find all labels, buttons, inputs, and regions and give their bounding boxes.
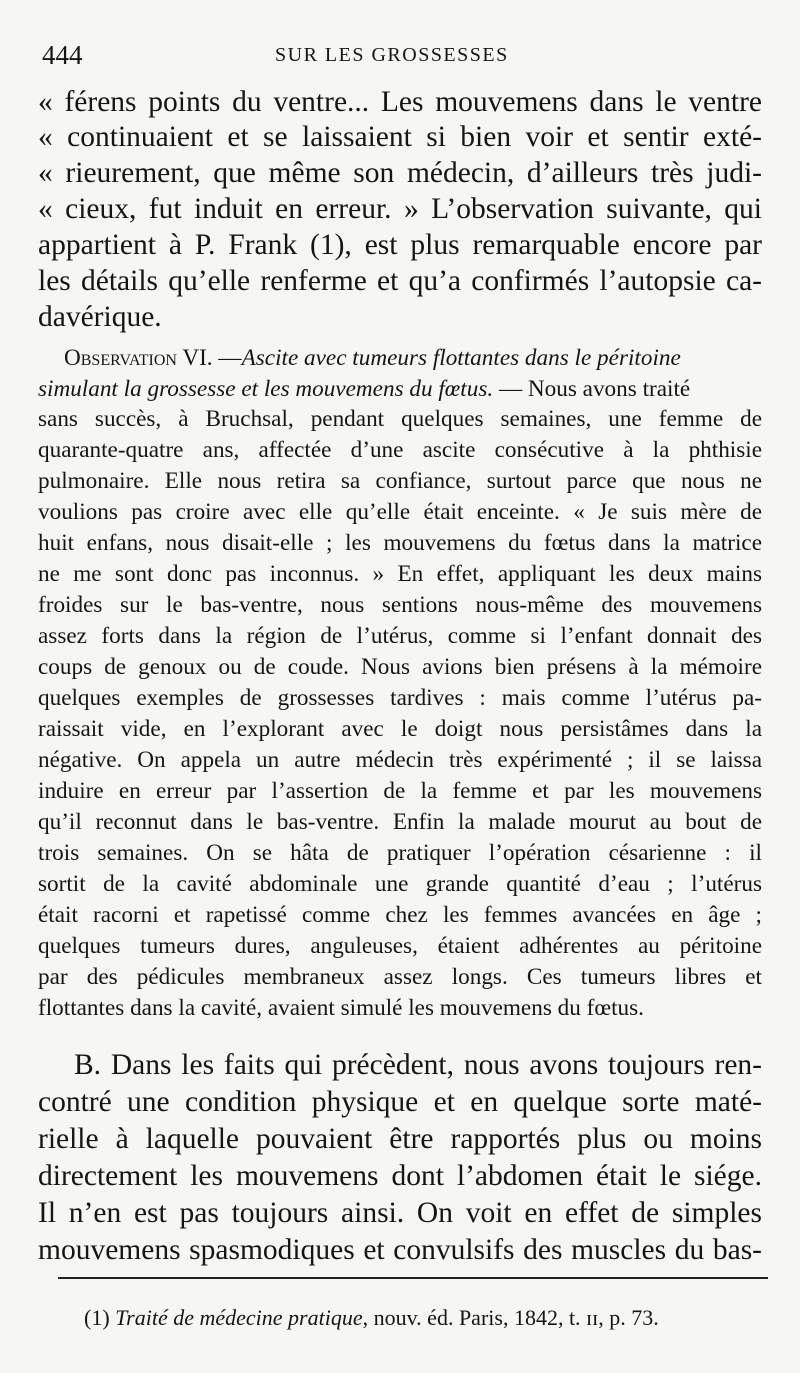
observation-title-continuation: simulant la grossesse et les mouvemens du fœtus. [38, 376, 494, 402]
section-b-line: contré une condition physique et en quelque sorte maté- [38, 1086, 762, 1118]
observation-label: Observation VI. [64, 345, 213, 371]
observation-dash: — [212, 345, 242, 371]
footnote [84, 1304, 764, 1332]
footnote-title: Traité de médecine pratique [109, 1305, 363, 1330]
section-b-line: Il n’en est pas toujours ainsi. On voit en effet de simples [38, 1197, 762, 1229]
observation-line: induire en erreur par l’assertion de la femme et par les mouvemens [38, 778, 762, 804]
section-b-line: rielle à laquelle pouvaient être rapportés plus ou moins [38, 1123, 762, 1155]
observation-text-start: — Nous avons traité [493, 376, 691, 402]
page-header [0, 36, 800, 76]
section-b-line: B. Dans les faits qui précèdent, nous avons toujours ren- [74, 1049, 762, 1081]
observation-line: qu’il reconnut dans le bas-ventre. Enfin la malade mourut au bout de [38, 809, 762, 835]
observation-line: trois semaines. On se hâta de pratiquer l’opération césarienne : il [38, 840, 762, 866]
section-b-line: directement les mouvemens dont l’abdomen était le siége. [38, 1160, 762, 1192]
observation-line: flottantes dans la cavité, avaient simulé les mouvemens du fœtus. [38, 995, 644, 1021]
observation-title-line [64, 343, 764, 374]
observation-line: était racorni et rapetissé comme chez les femmes avancées en âge ; [38, 902, 762, 928]
intro-line: « cieux, fut induit en erreur. » L’observation suivante, qui [38, 193, 762, 225]
observation-line: raissait vide, en l’explorant avec le doigt nous persistâmes dans la [38, 716, 762, 742]
intro-line: appartient à P. Frank (1), est plus remarquable encore par [38, 229, 762, 261]
observation-line: coups de genoux ou de coude. Nous avions bien présens à la mémoire [38, 654, 762, 680]
observation-line: quelques tumeurs dures, anguleuses, étaient adhérentes au péritoine [38, 933, 762, 959]
observation-line: négative. On appela un autre médecin très expérimenté ; il se laissa [38, 747, 762, 773]
observation-line: quelques exemples de grossesses tardives : mais comme l’utérus pa- [38, 685, 762, 711]
observation-line: assez forts dans la région de l’utérus, comme si l’enfant donnait des [38, 623, 762, 649]
intro-line: davérique. [38, 301, 162, 333]
page-number: 444 [42, 40, 83, 70]
intro-line: « rieurement, que même son médecin, d’ailleurs très judi- [38, 157, 762, 189]
running-title: SUR LES GROSSESSES [275, 44, 509, 66]
observation-line: sortit de la cavité abdominale une grande quantité d’eau ; l’utérus [38, 871, 762, 897]
footnote-divider [58, 1277, 768, 1279]
observation-line: sans succès, à Bruchsal, pendant quelques semaines, une femme de [38, 406, 762, 432]
observation-title-line-2 [38, 374, 762, 405]
intro-line: les détails qu’elle renferme et qu’a confirmés l’autopsie ca- [38, 265, 762, 297]
observation-line: voulions pas croire avec elle qu’elle était enceinte. « Je suis mère de [38, 499, 762, 525]
observation-line: quarante-quatre ans, affectée d’une ascite consécutive à la phthisie [38, 437, 762, 463]
observation-line: huit enfans, nous disait-elle ; les mouvemens du fœtus dans la matrice [38, 530, 762, 556]
observation-line: pulmonaire. Elle nous retira sa confiance, surtout parce que nous ne [38, 468, 762, 494]
section-b-line: mouvemens spasmodiques et convulsifs des muscles du bas- [38, 1234, 762, 1266]
observation-line: ne me sont donc pas inconnus. » En effet, appliquant les deux mains [38, 561, 762, 587]
footnote-citation: , nouv. éd. Paris, 1842, t. ɪɪ, p. 73. [362, 1305, 659, 1330]
intro-line: « continuaient et se laissaient si bien voir et sentir exté- [38, 121, 762, 153]
footnote-marker: (1) [84, 1305, 110, 1330]
observation-title: Ascite avec tumeurs flottantes dans le péritoine [241, 345, 681, 371]
observation-line: par des pédicules membraneux assez longs. Ces tumeurs libres et [38, 964, 762, 990]
intro-line: « férens points du ventre... Les mouvemens dans le ventre [38, 86, 762, 118]
observation-line: froides sur le bas-ventre, nous sentions nous-même des mouvemens [38, 592, 762, 618]
